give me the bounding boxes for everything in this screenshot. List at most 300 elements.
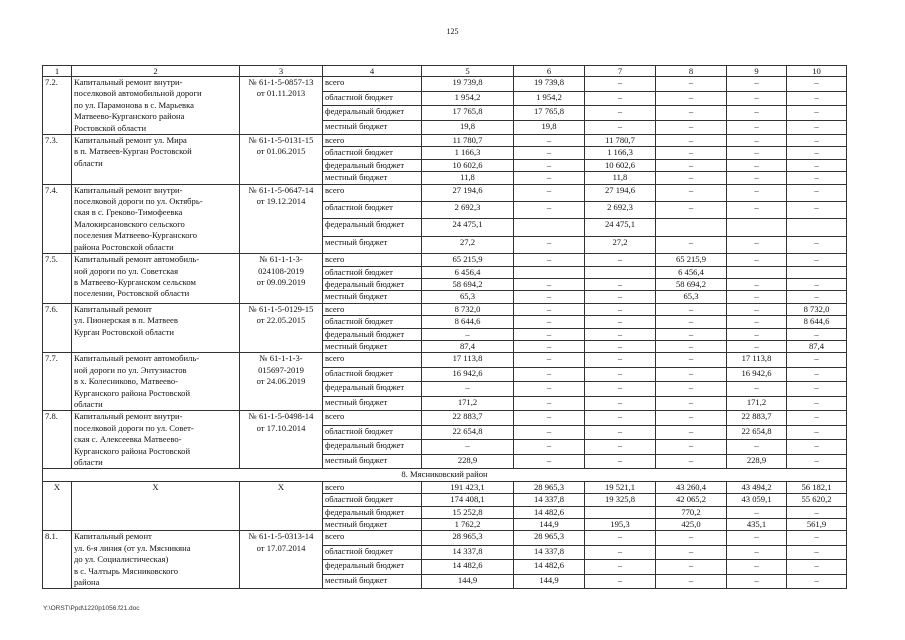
amount-cell: – xyxy=(585,254,656,266)
amount-cell: 56 182,1 xyxy=(787,481,847,493)
amount-cell: – xyxy=(727,172,787,184)
amount-cell: – xyxy=(585,106,656,121)
funding-source: областной бюджет xyxy=(323,494,422,506)
amount-cell: – xyxy=(727,316,787,328)
amount-cell: – xyxy=(787,106,847,121)
amount-cell: – xyxy=(656,236,727,253)
amount-cell: – xyxy=(727,278,787,290)
funding-source: всего xyxy=(323,135,422,147)
amount-cell: 11 780,7 xyxy=(585,135,656,147)
amount-cell: 2 692,3 xyxy=(585,202,656,219)
amount-cell: – xyxy=(787,560,847,575)
funding-source: областной бюджет xyxy=(323,202,422,219)
funding-source: областной бюджет xyxy=(323,316,422,328)
object-name-line: Курганского района Ростовской xyxy=(74,387,191,398)
amount-cell: 228,9 xyxy=(422,454,514,469)
amount-cell: – xyxy=(787,574,847,589)
amount-cell: – xyxy=(727,91,787,106)
amount-cell: 195,3 xyxy=(585,519,656,531)
amount-cell: – xyxy=(514,254,585,266)
document-ref-line: № 61-1-5-0313-14 xyxy=(248,531,314,542)
object-name-line: Курган Ростовской области xyxy=(74,326,174,337)
amount-cell: – xyxy=(585,425,656,440)
document-ref-line: от 17.07.2014 xyxy=(256,542,306,553)
amount-cell: – xyxy=(787,411,847,426)
amount-cell: 43 494,2 xyxy=(727,481,787,493)
amount-cell: – xyxy=(585,367,656,382)
column-number: 3 xyxy=(240,66,323,77)
funding-source: всего xyxy=(323,303,422,315)
object-name-line: по ул. Парамонова в с. Марьевка xyxy=(74,99,194,110)
amount-cell: – xyxy=(656,91,727,106)
amount-cell: – xyxy=(787,454,847,469)
funding-source: областной бюджет xyxy=(323,147,422,159)
document-ref xyxy=(240,135,323,185)
amount-cell: – xyxy=(787,254,847,266)
amount-cell: – xyxy=(585,353,656,368)
document-ref-line: от 01.06.2015 xyxy=(256,146,306,157)
amount-cell: 435,1 xyxy=(727,519,787,531)
amount-cell: 144,9 xyxy=(422,574,514,589)
amount-cell: – xyxy=(656,353,727,368)
amount-cell: 22 883,7 xyxy=(422,411,514,426)
amount-cell: – xyxy=(656,202,727,219)
amount-cell: – xyxy=(514,291,585,303)
object-name: Х xyxy=(72,481,240,531)
table-row xyxy=(43,77,847,92)
amount-cell: 174 408,1 xyxy=(422,494,514,506)
amount-cell: – xyxy=(656,135,727,147)
object-name-line: Капитальный ремонт внутри- xyxy=(74,77,183,87)
funding-source: местный бюджет xyxy=(323,172,422,184)
amount-cell: 11 780,7 xyxy=(422,135,514,147)
document-ref-line: от 19.12.2014 xyxy=(256,196,306,207)
column-number: 9 xyxy=(727,66,787,77)
amount-cell: 42 065,2 xyxy=(656,494,727,506)
amount-cell: – xyxy=(514,202,585,219)
object-name-line: Капитальный ремонт автомобиль- xyxy=(74,353,200,364)
district-heading: 8. Мясниковский район xyxy=(43,469,847,481)
amount-cell: 14 337,8 xyxy=(514,545,585,560)
amount-cell: – xyxy=(727,77,787,92)
amount-cell: 16 942,6 xyxy=(727,367,787,382)
column-number: 4 xyxy=(323,66,422,77)
funding-source: областной бюджет xyxy=(323,266,422,278)
column-number: 10 xyxy=(787,66,847,77)
document-ref-line: от 22.05.2015 xyxy=(256,315,306,326)
amount-cell: – xyxy=(514,353,585,368)
amount-cell: 8 732,0 xyxy=(787,303,847,315)
amount-cell: – xyxy=(656,303,727,315)
amount-cell: 16 942,6 xyxy=(422,367,514,382)
amount-cell: 171,2 xyxy=(422,396,514,411)
item-number: 7.3. xyxy=(43,135,72,185)
amount-cell: 87,4 xyxy=(422,340,514,352)
amount-cell: – xyxy=(727,382,787,397)
amount-cell: – xyxy=(787,328,847,340)
amount-cell: – xyxy=(585,382,656,397)
object-name-line: района Ростовской области xyxy=(74,241,174,252)
amount-cell xyxy=(585,506,656,518)
funding-source: местный бюджет xyxy=(323,574,422,589)
funding-source: областной бюджет xyxy=(323,91,422,106)
funding-source: всего xyxy=(323,411,422,426)
amount-cell: – xyxy=(656,106,727,121)
object-name xyxy=(72,77,240,135)
object-name-line: в п. Матвеев-Курган Ростовской xyxy=(74,146,192,157)
amount-cell: – xyxy=(727,135,787,147)
amount-cell: 770,2 xyxy=(656,506,727,518)
object-name xyxy=(72,135,240,185)
document-ref-line: № 61-1-5-0131-15 xyxy=(248,135,314,146)
object-name-line: поселковой автомобильной дороги xyxy=(74,88,202,99)
amount-cell: – xyxy=(656,545,727,560)
amount-cell: – xyxy=(787,77,847,92)
amount-cell: – xyxy=(656,159,727,171)
funding-source: областной бюджет xyxy=(323,545,422,560)
column-number-row xyxy=(43,66,847,77)
funding-source: федеральный бюджет xyxy=(323,106,422,121)
amount-cell: – xyxy=(787,353,847,368)
funding-source: местный бюджет xyxy=(323,120,422,135)
funding-source: федеральный бюджет xyxy=(323,159,422,171)
amount-cell: 28 965,3 xyxy=(422,531,514,546)
amount-cell: – xyxy=(514,159,585,171)
amount-cell xyxy=(727,219,787,236)
object-name-line: области xyxy=(74,157,103,168)
document-ref-line: от 01.11.2013 xyxy=(256,88,306,99)
amount-cell: – xyxy=(727,202,787,219)
object-name xyxy=(72,531,240,589)
amount-cell: 58 694,2 xyxy=(656,278,727,290)
amount-cell: 11,8 xyxy=(585,172,656,184)
funding-source: местный бюджет xyxy=(323,340,422,352)
table-row xyxy=(43,254,847,266)
amount-cell: – xyxy=(787,91,847,106)
amount-cell: – xyxy=(787,202,847,219)
amount-cell: 17 765,8 xyxy=(422,106,514,121)
amount-cell: – xyxy=(514,411,585,426)
object-name-line: Капитальный ремонт ул. Мира xyxy=(74,135,187,146)
table-row xyxy=(43,531,847,546)
amount-cell: – xyxy=(656,531,727,546)
amount-cell: 6 456,4 xyxy=(422,266,514,278)
object-name-line: Капитальный ремонт внутри- xyxy=(74,184,183,195)
funding-source: всего xyxy=(323,531,422,546)
document-ref-line: 024108-2019 xyxy=(258,265,304,276)
amount-cell: – xyxy=(514,340,585,352)
amount-cell: – xyxy=(585,120,656,135)
amount-cell: – xyxy=(727,560,787,575)
item-number: 7.2. xyxy=(43,77,72,135)
amount-cell: – xyxy=(585,545,656,560)
amount-cell: 425,0 xyxy=(656,519,727,531)
amount-cell: – xyxy=(727,303,787,315)
amount-cell: – xyxy=(727,236,787,253)
object-name-line: до ул. Социалистическая) xyxy=(74,554,169,565)
amount-cell: – xyxy=(585,303,656,315)
object-name-line: ул. Пионерская в п. Матвеев xyxy=(74,315,178,326)
amount-cell: – xyxy=(585,340,656,352)
amount-cell: – xyxy=(514,172,585,184)
amount-cell xyxy=(727,266,787,278)
amount-cell xyxy=(787,266,847,278)
amount-cell: 19,8 xyxy=(422,120,514,135)
amount-cell: – xyxy=(787,396,847,411)
amount-cell: 55 620,2 xyxy=(787,494,847,506)
funding-source: всего xyxy=(323,481,422,493)
object-name-line: ская в с. Греково-Тимофеевка xyxy=(74,207,183,218)
amount-cell: – xyxy=(656,382,727,397)
amount-cell: 14 482,6 xyxy=(514,506,585,518)
amount-cell: – xyxy=(787,147,847,159)
amount-cell: – xyxy=(514,316,585,328)
document-ref-line: от 17.10.2014 xyxy=(256,422,306,433)
file-path-footer: Y:\ORST\Ppd\1220p1056.f21.doc xyxy=(43,605,140,612)
amount-cell: – xyxy=(787,291,847,303)
document-ref-line: № 61-1-1-3- xyxy=(259,353,303,364)
object-name-line: ной дороги по ул. Энтузиастов xyxy=(74,364,187,375)
amount-cell: – xyxy=(585,396,656,411)
column-number: 7 xyxy=(585,66,656,77)
object-name-line: Капитальный ремонт xyxy=(74,531,152,542)
amount-cell: 19 521,1 xyxy=(585,481,656,493)
amount-cell: 24 475,1 xyxy=(422,219,514,236)
amount-cell: – xyxy=(656,340,727,352)
object-name xyxy=(72,411,240,469)
amount-cell: 24 475,1 xyxy=(585,219,656,236)
amount-cell: 14 337,8 xyxy=(422,545,514,560)
amount-cell xyxy=(787,219,847,236)
amount-cell: 22 883,7 xyxy=(727,411,787,426)
amount-cell: 19,8 xyxy=(514,120,585,135)
amount-cell: – xyxy=(727,291,787,303)
amount-cell: – xyxy=(514,382,585,397)
item-number: 7.7. xyxy=(43,353,72,411)
object-name-line: ул. 6-я линия (от ул. Мясникяна xyxy=(74,542,191,553)
table-row xyxy=(43,303,847,315)
amount-cell: – xyxy=(727,120,787,135)
funding-source: областной бюджет xyxy=(323,425,422,440)
amount-cell: 191 423,1 xyxy=(422,481,514,493)
amount-cell: – xyxy=(514,328,585,340)
item-number: 8.1. xyxy=(43,531,72,589)
amount-cell: – xyxy=(585,531,656,546)
document-ref-line: 015697-2019 xyxy=(258,364,304,375)
amount-cell: – xyxy=(656,440,727,455)
amount-cell: – xyxy=(656,454,727,469)
funding-source: местный бюджет xyxy=(323,396,422,411)
amount-cell: – xyxy=(727,184,787,201)
document-ref-line: № 61-1-5-0129-15 xyxy=(248,303,314,314)
amount-cell: – xyxy=(514,396,585,411)
funding-source: федеральный бюджет xyxy=(323,278,422,290)
amount-cell: – xyxy=(656,172,727,184)
funding-source: федеральный бюджет xyxy=(323,506,422,518)
amount-cell: 65 215,9 xyxy=(656,254,727,266)
document-ref: Х xyxy=(240,481,323,531)
amount-cell: 14 482,6 xyxy=(514,560,585,575)
amount-cell: 171,2 xyxy=(727,396,787,411)
amount-cell: 17 113,8 xyxy=(422,353,514,368)
amount-cell: – xyxy=(585,328,656,340)
object-name-line: ская с. Алексеевка Матвеево- xyxy=(74,434,182,445)
amount-cell: – xyxy=(514,135,585,147)
amount-cell: – xyxy=(514,454,585,469)
funding-source: местный бюджет xyxy=(323,454,422,469)
column-number: 8 xyxy=(656,66,727,77)
amount-cell: 15 252,8 xyxy=(422,506,514,518)
amount-cell: – xyxy=(585,454,656,469)
table-row xyxy=(43,481,847,493)
budget-table xyxy=(42,65,847,589)
amount-cell: 27 194,6 xyxy=(422,184,514,201)
amount-cell: 8 732,0 xyxy=(422,303,514,315)
amount-cell: – xyxy=(422,440,514,455)
amount-cell: – xyxy=(656,184,727,201)
amount-cell: – xyxy=(585,411,656,426)
amount-cell: 43 260,4 xyxy=(656,481,727,493)
object-name-line: поселении, Ростовской области xyxy=(74,288,190,299)
amount-cell: 17 765,8 xyxy=(514,106,585,121)
object-name-line: в Матвеево-Курганском сельском xyxy=(74,276,196,287)
amount-cell: 8 644,6 xyxy=(787,316,847,328)
object-name xyxy=(72,353,240,411)
table-row xyxy=(43,135,847,147)
amount-cell: – xyxy=(727,440,787,455)
document-ref-line: № 61-1-5-0498-14 xyxy=(248,411,314,422)
document-ref xyxy=(240,77,323,135)
amount-cell: 1 166,3 xyxy=(422,147,514,159)
column-number: 6 xyxy=(514,66,585,77)
object-name-line: Капитальный ремонт автомобиль- xyxy=(74,254,200,265)
amount-cell: 14 482,6 xyxy=(422,560,514,575)
amount-cell: – xyxy=(787,236,847,253)
object-name-line: Капитальный ремонт xyxy=(74,303,152,314)
amount-cell: 87,4 xyxy=(787,340,847,352)
amount-cell: – xyxy=(787,278,847,290)
amount-cell: – xyxy=(514,303,585,315)
object-name-line: области xyxy=(74,457,103,467)
object-name xyxy=(72,303,240,353)
item-number: 7.8. xyxy=(43,411,72,469)
amount-cell: 43 059,1 xyxy=(727,494,787,506)
document-ref-line: от 09.09.2019 xyxy=(256,276,306,287)
amount-cell: – xyxy=(787,425,847,440)
column-number: 1 xyxy=(43,66,72,77)
object-name xyxy=(72,254,240,304)
amount-cell: 6 456,4 xyxy=(656,266,727,278)
document-ref xyxy=(240,353,323,411)
object-name-line: области xyxy=(74,398,103,409)
amount-cell: – xyxy=(727,159,787,171)
document-ref xyxy=(240,254,323,304)
amount-cell: 19 739,8 xyxy=(422,77,514,92)
amount-cell: 27,2 xyxy=(585,236,656,253)
amount-cell: – xyxy=(585,560,656,575)
amount-cell xyxy=(656,219,727,236)
amount-cell: 8 644,6 xyxy=(422,316,514,328)
amount-cell: – xyxy=(787,159,847,171)
amount-cell: 19 325,8 xyxy=(585,494,656,506)
document-ref xyxy=(240,303,323,353)
object-name-line: поселковой дороги по ул. Октябрь- xyxy=(74,196,203,207)
table-row xyxy=(43,411,847,426)
amount-cell: – xyxy=(514,440,585,455)
amount-cell: 17 113,8 xyxy=(727,353,787,368)
object-name-line: поселковой дороги по ул. Совет- xyxy=(74,422,194,433)
amount-cell: – xyxy=(787,545,847,560)
funding-source: местный бюджет xyxy=(323,519,422,531)
amount-cell: – xyxy=(514,147,585,159)
amount-cell: – xyxy=(585,278,656,290)
object-name-line: Ростовской области xyxy=(74,122,147,133)
funding-source: федеральный бюджет xyxy=(323,560,422,575)
amount-cell: – xyxy=(787,184,847,201)
amount-cell: – xyxy=(656,560,727,575)
amount-cell: – xyxy=(727,328,787,340)
amount-cell: – xyxy=(727,574,787,589)
column-number: 2 xyxy=(72,66,240,77)
amount-cell: – xyxy=(787,382,847,397)
funding-source: всего xyxy=(323,353,422,368)
amount-cell: 2 692,3 xyxy=(422,202,514,219)
amount-cell: – xyxy=(656,367,727,382)
amount-cell: – xyxy=(727,340,787,352)
object-name-line: ной дороги по ул. Советская xyxy=(74,265,179,276)
object-name-line: в с. Чалтырь Мясниковского xyxy=(74,565,179,576)
amount-cell: 65,3 xyxy=(422,291,514,303)
amount-cell: – xyxy=(422,382,514,397)
amount-cell: – xyxy=(514,184,585,201)
funding-source: областной бюджет xyxy=(323,367,422,382)
amount-cell: – xyxy=(585,77,656,92)
amount-cell xyxy=(514,266,585,278)
amount-cell: 28 965,3 xyxy=(514,481,585,493)
amount-cell: – xyxy=(727,147,787,159)
amount-cell: – xyxy=(727,254,787,266)
document-ref-line: № 61-1-1-3- xyxy=(259,254,303,265)
amount-cell: 561,9 xyxy=(787,519,847,531)
amount-cell xyxy=(585,266,656,278)
funding-source: федеральный бюджет xyxy=(323,382,422,397)
amount-cell: 27 194,6 xyxy=(585,184,656,201)
amount-cell: – xyxy=(727,531,787,546)
object-name-line: района xyxy=(74,577,100,588)
amount-cell: 1 954,2 xyxy=(422,91,514,106)
amount-cell xyxy=(514,219,585,236)
object-name-line: Малокирсановского сельского xyxy=(74,218,185,229)
amount-cell: 27,2 xyxy=(422,236,514,253)
amount-cell: 65 215,9 xyxy=(422,254,514,266)
object-name xyxy=(72,184,240,253)
amount-cell: – xyxy=(727,545,787,560)
district-heading-row xyxy=(43,469,847,481)
amount-cell: – xyxy=(787,172,847,184)
amount-cell: 19 739,8 xyxy=(514,77,585,92)
amount-cell: – xyxy=(514,236,585,253)
funding-source: федеральный бюджет xyxy=(323,328,422,340)
amount-cell: – xyxy=(514,367,585,382)
amount-cell: 65,3 xyxy=(656,291,727,303)
amount-cell: – xyxy=(585,91,656,106)
amount-cell: – xyxy=(585,574,656,589)
amount-cell: – xyxy=(787,531,847,546)
amount-cell: 1 954,2 xyxy=(514,91,585,106)
object-name-line: поселения Матвеево-Курганского xyxy=(74,230,198,241)
page-number: 125 xyxy=(446,27,459,36)
amount-cell: 1 762,2 xyxy=(422,519,514,531)
